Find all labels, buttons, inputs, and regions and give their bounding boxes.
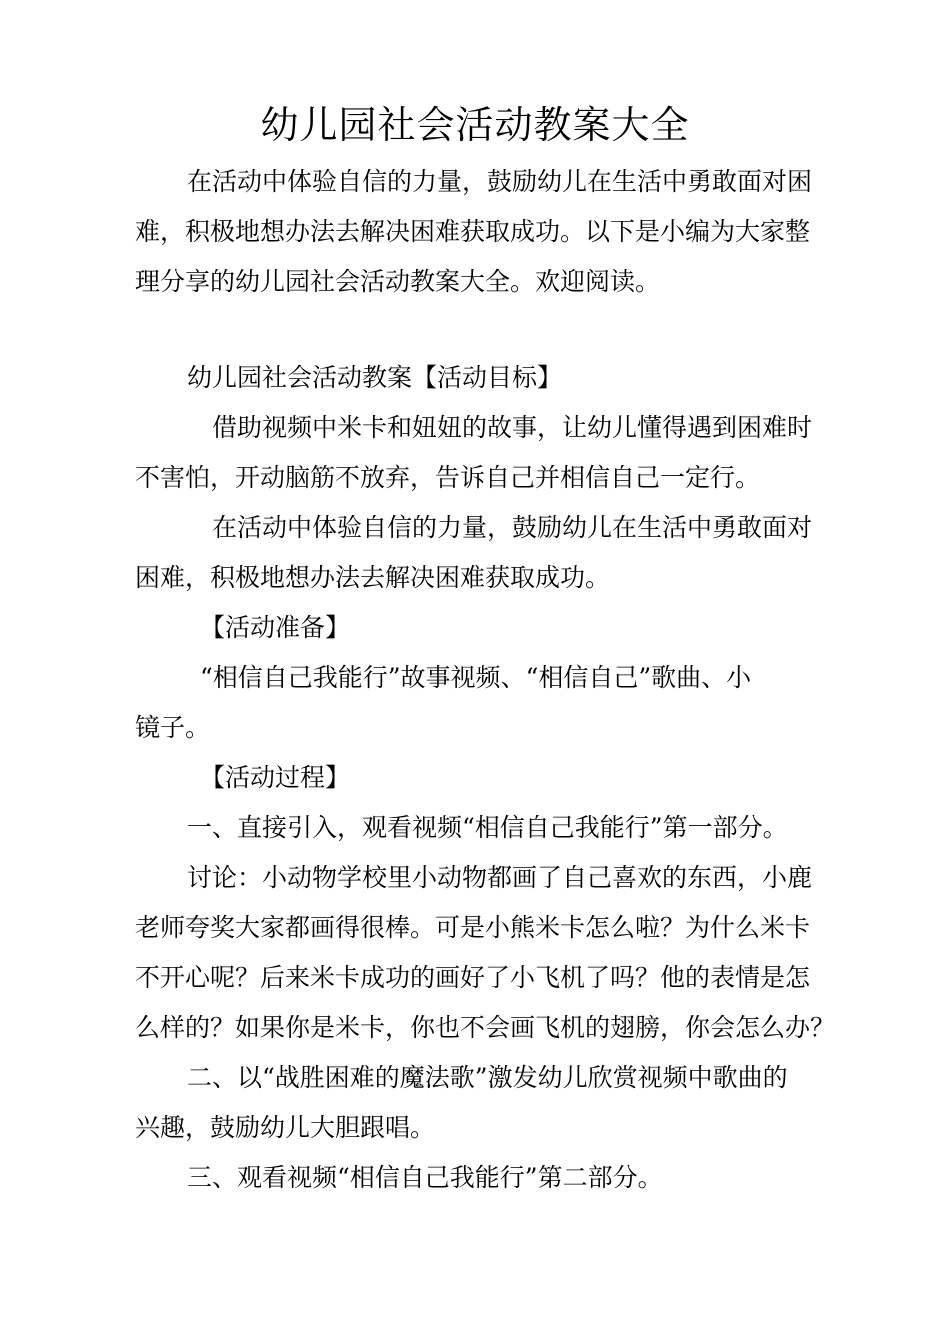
process-step-1: 一、直接引入，观看视频“相信自己我能行”第一部分。 — [187, 813, 788, 842]
preparation-line-1: “相信自己我能行”故事视频、“相信自己”歌曲、小 — [200, 663, 752, 692]
goal-2-line-1: 在活动中体验自信的力量，鼓励幼儿在生活中勇敢面对 — [212, 513, 813, 542]
discussion-line-2: 老师夸奖大家都画得很棒。可是小熊米卡怎么啦？为什么米卡 — [135, 913, 811, 942]
goal-2-line-2: 困难，积极地想办法去解决困难获取成功。 — [135, 563, 611, 592]
section-heading-preparation: 【活动准备】 — [200, 613, 351, 642]
section-heading-goals: 幼儿园社会活动教案【活动目标】 — [187, 363, 563, 392]
goal-1-line-2: 不害怕，开动脑筋不放弃，告诉自己并相信自己一定行。 — [135, 463, 761, 492]
document-title: 幼儿园社会活动教案大全 — [260, 103, 690, 147]
process-step-2-line-2: 兴趣，鼓励幼儿大胆跟唱。 — [135, 1113, 436, 1142]
discussion-line-4: 么样的？如果你是米卡，你也不会画飞机的翅膀，你会怎么办？ — [135, 1013, 836, 1042]
preparation-line-2: 镜子。 — [135, 713, 211, 742]
discussion-line-1: 讨论：小动物学校里小动物都画了自己喜欢的东西，小鹿 — [187, 863, 813, 892]
process-step-3: 三、观看视频“相信自己我能行”第二部分。 — [187, 1163, 663, 1192]
discussion-line-3: 不开心呢？后来米卡成功的画好了小飞机了吗？他的表情是怎 — [135, 963, 811, 992]
intro-line-2: 难，积极地想办法去解决困难获取成功。以下是小编为大家整 — [135, 217, 811, 246]
section-heading-process: 【活动过程】 — [200, 763, 351, 792]
intro-line-3: 理分享的幼儿园社会活动教案大全。欢迎阅读。 — [135, 267, 661, 296]
process-step-2-line-1: 二、以“战胜困难的魔法歌”激发幼儿欣赏视频中歌曲的 — [187, 1063, 788, 1092]
goal-1-line-1: 借助视频中米卡和妞妞的故事，让幼儿懂得遇到困难时 — [212, 413, 813, 442]
intro-line-1: 在活动中体验自信的力量，鼓励幼儿在生活中勇敢面对困 — [187, 167, 813, 196]
